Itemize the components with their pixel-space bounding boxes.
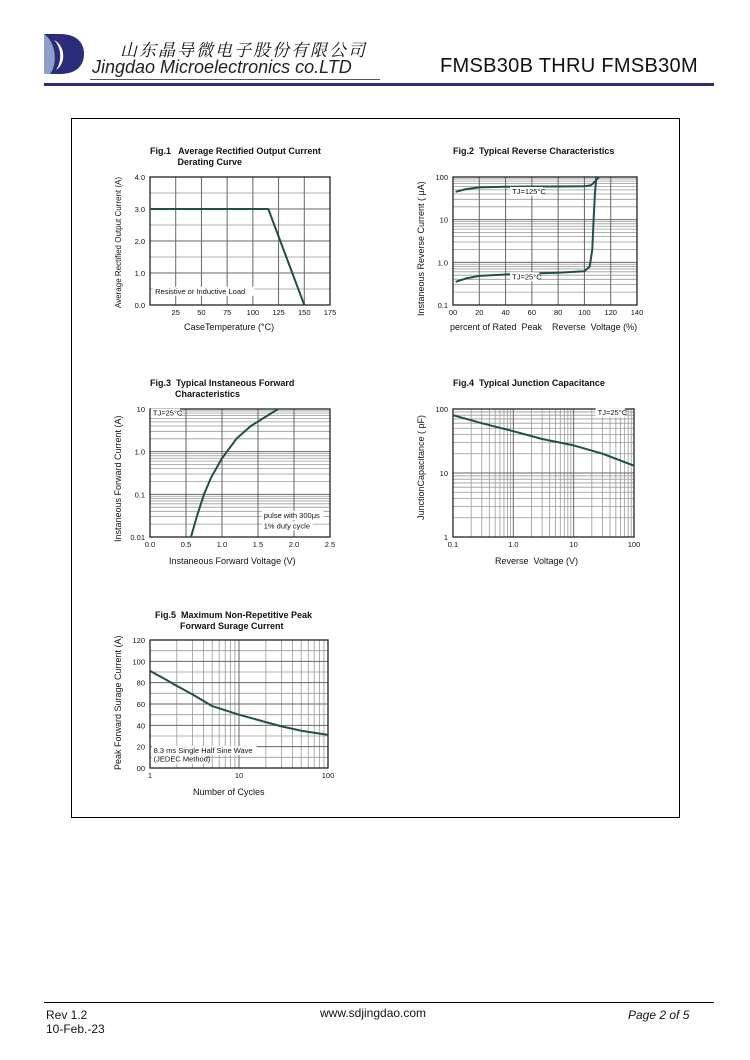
fig2-xtick-label: 80: [553, 308, 563, 317]
fig5-annotation: 8.3 ms Single Half Sine Wave: [153, 746, 253, 756]
footer-divider: [44, 1002, 714, 1003]
fig3-xlabel: Instaneous Forward Voltage (V): [169, 556, 296, 566]
fig4-xlabel: Reverse Voltage (V): [495, 556, 579, 566]
fig2-xtick-label: 40: [501, 308, 510, 317]
company-name-chinese: 山东晶导微电子股份有限公司: [120, 41, 367, 60]
fig5-xlabel: Number of Cycles: [193, 787, 265, 797]
fig5-xtick-label: 10: [234, 771, 244, 780]
fig4-ylabel: JunctionCapacitance ( pF): [416, 414, 426, 520]
fig4-ytick-label: 10: [439, 469, 448, 478]
fig4-title: Fig.4 Typical Junction Capacitance: [453, 378, 605, 388]
fig2-xtick-label: 100: [578, 308, 591, 317]
fig3-annotation: 1% duty cycle: [263, 521, 311, 531]
fig3-xtick-label: 1.0: [216, 540, 228, 549]
fig1-xtick-label: 75: [222, 308, 232, 317]
fig2-ytick-label: 1.0: [437, 258, 448, 268]
fig1-xtick-label: 175: [323, 308, 337, 317]
fig2-plot-border: [453, 177, 637, 305]
fig2-xtick-label: 20: [475, 308, 484, 317]
fig4-xtick-label: 0.1: [447, 540, 459, 549]
fig4-chart: [435, 405, 640, 549]
fig1-ytick-label: 3.0: [134, 205, 145, 214]
fig3-annotation: pulse with 300μs: [263, 510, 320, 520]
fig2-title: Fig.2 Typical Reverse Characteristics: [453, 146, 615, 156]
fig3-ytick-label: 0.01: [130, 533, 145, 542]
fig3-ytick-label: 0.1: [134, 490, 145, 500]
fig2-xtick-label: 140: [630, 308, 644, 317]
fig5-xtick-label: 1: [147, 771, 153, 780]
fig5-ytick-label: 40: [136, 721, 145, 731]
fig2-annotation: TJ=25°C: [512, 272, 542, 282]
fig3-xtick-label: 2.0: [288, 540, 300, 549]
fig4-xtick-label: 10: [569, 540, 578, 549]
fig2-xtick-label: 120: [604, 308, 617, 317]
fig2-annotation: TJ=125°C: [512, 186, 546, 196]
revision-date: 10-Feb.-23: [46, 1022, 105, 1036]
fig4-xtick-label: 1.0: [508, 540, 519, 549]
fig2-xtick-label: 00: [448, 308, 458, 317]
fig3-ytick-label: 1.0: [134, 447, 145, 457]
fig2-ytick-label: 100: [435, 173, 448, 182]
fig4-ytick-label: 100: [435, 405, 448, 414]
revision: Rev 1.2: [46, 1008, 88, 1022]
fig5-ytick-label: 80: [136, 678, 145, 688]
fig1-xlabel: CaseTemperature (°C): [184, 322, 275, 332]
page-number: Page 2 of 5: [628, 1008, 690, 1022]
fig3-annotation: TJ=25°C: [152, 408, 183, 418]
fig3-xtick-label: 0.5: [180, 540, 192, 549]
fig3-chart: [130, 405, 335, 549]
fig2-ytick-label: 0.1: [437, 301, 448, 310]
fig1-xtick-label: 125: [272, 308, 285, 317]
fig2-ylabel: Instaneous Reverse Current ( μA): [416, 181, 426, 316]
fig5-ytick-label: 00: [136, 764, 145, 773]
fig5-xtick-label: 100: [321, 771, 335, 780]
fig5-ytick-label: 100: [132, 657, 145, 667]
fig1-ylabel: Average Rectified Output Current (A): [114, 176, 123, 308]
fig3-ylabel: Instaneous Forward Current (A): [113, 415, 123, 542]
fig5-ytick-label: 120: [132, 636, 145, 645]
fig1-ytick-label: 0.0: [134, 301, 145, 310]
fig3-ytick-label: 10: [136, 405, 145, 414]
fig4-ytick-label: 1: [443, 533, 448, 542]
fig1-xtick-label: 100: [246, 308, 260, 317]
fig3-title: Fig.3 Typical Instaneous Forward Characteristics: [150, 378, 295, 399]
fig5-ytick-label: 60: [136, 700, 145, 709]
fig1-ytick-label: 1.0: [134, 269, 145, 278]
fig1-ytick-label: 2.0: [134, 237, 145, 246]
fig3-xtick-label: 1.5: [252, 540, 264, 549]
fig4-annotation: TJ=25°C: [597, 408, 628, 418]
fig2-ytick-label: 10: [439, 215, 448, 225]
fig1-ytick-label: 4.0: [134, 173, 145, 182]
fig1-xtick-label: 25: [171, 308, 180, 317]
fig5-ylabel: Peak Forward Surage Current (A): [113, 635, 123, 770]
fig1-title: Fig.1 Average Rectified Output Current Derating Curve: [150, 146, 321, 167]
company-name-english: Jingdao Microelectronics co.LTD: [92, 57, 352, 77]
fig2-xlabel: percent of Rated Peak Reverse Voltage (%): [450, 322, 638, 332]
fig2-chart: [435, 173, 643, 317]
fig5-chart: [132, 636, 334, 780]
fig1-chart: [135, 173, 337, 317]
fig5-title: Fig.5 Maximum Non-Repetitive Peak Forward Surage Current: [155, 610, 313, 631]
fig1-xtick-label: 150: [298, 308, 311, 317]
fig5-annotation: (JEDEC Method): [153, 754, 211, 764]
fig2-xtick-label: 60: [527, 308, 537, 317]
fig1-xtick-label: 50: [197, 308, 206, 317]
fig3-xtick-label: 0.0: [144, 540, 156, 549]
fig3-xtick-label: 2.5: [324, 540, 336, 549]
fig4-series-0: [453, 415, 634, 466]
website-link[interactable]: www.sdjingdao.com: [320, 1006, 427, 1020]
fig5-ytick-label: 20: [136, 742, 145, 752]
part-number-range: FMSB30B THRU FMSB30M: [440, 55, 698, 77]
fig1-annotation: Resistive or Inductive Load: [155, 286, 246, 296]
fig4-xtick-label: 100: [627, 540, 641, 549]
